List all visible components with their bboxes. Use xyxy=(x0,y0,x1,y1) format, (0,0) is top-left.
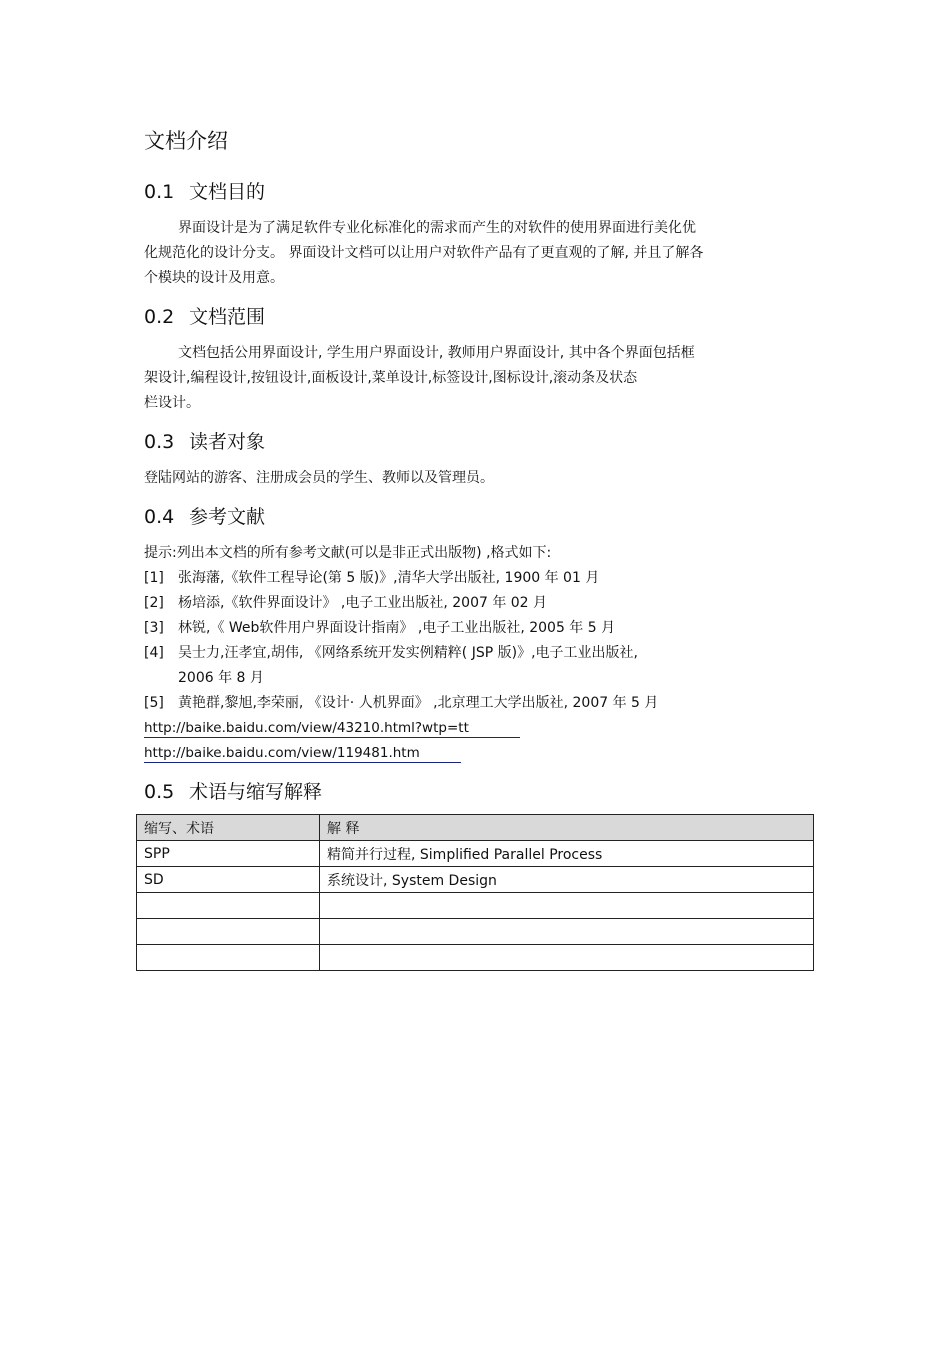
section-title: 读者对象 xyxy=(189,431,266,453)
table-row xyxy=(137,841,814,867)
reference-index: [2] xyxy=(144,595,164,611)
link-underline xyxy=(144,762,461,763)
table-header-cell: 解 释 xyxy=(320,815,814,841)
table-cell: 系统设计, System Design xyxy=(320,867,814,893)
reference-item xyxy=(144,568,599,588)
section-heading-readers xyxy=(144,429,265,455)
reference-text: 吴士力,汪孝宜,胡伟, 《网络系统开发实例精粹( JSP 版)》,电子工业出版社, xyxy=(178,645,638,661)
section-number: 0.4 xyxy=(144,506,175,528)
reference-link-1[interactable]: http://baike.baidu.com/view/43210.html?wtp=tt xyxy=(144,720,469,736)
reference-item xyxy=(144,593,547,613)
section-title: 术语与缩写解释 xyxy=(189,781,323,803)
reference-item xyxy=(144,643,638,663)
references-hint: 提示:列出本文档的所有参考文献(可以是非正式出版物) ,格式如下: xyxy=(144,545,552,561)
section-number: 0.2 xyxy=(144,306,175,328)
reference-item-continuation xyxy=(144,668,264,688)
reference-index: [5] xyxy=(144,695,164,711)
reference-link-2[interactable]: http://baike.baidu.com/view/119481.htm xyxy=(144,745,420,761)
table-cell: SPP xyxy=(137,841,320,867)
table-header-row xyxy=(137,815,814,841)
table-row xyxy=(137,867,814,893)
section-number: 0.3 xyxy=(144,431,175,453)
reference-index: [1] xyxy=(144,570,164,586)
purpose-line-3: 个模块的设计及用意。 xyxy=(144,270,284,286)
section-heading-terms xyxy=(144,779,322,805)
link-underline xyxy=(144,737,520,738)
reference-index: [4] xyxy=(144,645,164,661)
table-cell: 精简并行过程, Simplified Parallel Process xyxy=(320,841,814,867)
reference-item xyxy=(144,618,615,638)
table-cell xyxy=(320,945,814,971)
reference-text: 林锐,《 Web软件用户界面设计指南》 ,电子工业出版社, 2005 年 5 月 xyxy=(178,620,616,636)
section-heading-scope xyxy=(144,304,265,330)
table-cell xyxy=(137,893,320,919)
reference-index: [3] xyxy=(144,620,164,636)
section-title: 文档目的 xyxy=(189,181,266,203)
table-cell: SD xyxy=(137,867,320,893)
table-row xyxy=(137,919,814,945)
section-heading-references xyxy=(144,504,265,530)
reference-text: 张海藩,《软件工程导论(第 5 版)》,清华大学出版社, 1900 年 01 月 xyxy=(178,570,600,586)
readers-line: 登陆网站的游客、注册成会员的学生、教师以及管理员。 xyxy=(144,470,494,486)
reference-text: 黄艳群,黎旭,李荣丽, 《设计· 人机界面》 ,北京理工大学出版社, 2007 年 5 月 xyxy=(178,695,659,711)
reference-text: 杨培添,《软件界面设计》 ,电子工业出版社, 2007 年 02 月 xyxy=(178,595,548,611)
purpose-line-2: 化规范化的设计分支。 界面设计文档可以让用户对软件产品有了更直观的了解, 并且了解各 xyxy=(144,245,704,261)
table-cell xyxy=(320,919,814,945)
reference-item xyxy=(144,693,658,713)
scope-line-3: 栏设计。 xyxy=(144,395,200,411)
table-cell xyxy=(137,945,320,971)
scope-line-1: 文档包括公用界面设计, 学生用户界面设计, 教师用户界面设计, 其中各个界面包括框 xyxy=(178,345,695,361)
table-header-cell: 缩写、术语 xyxy=(137,815,320,841)
table-row xyxy=(137,945,814,971)
purpose-line-1: 界面设计是为了满足软件专业化标准化的需求而产生的对软件的使用界面进行美化优 xyxy=(178,220,696,236)
section-title: 参考文献 xyxy=(189,506,266,528)
section-number: 0.1 xyxy=(144,181,175,203)
table-cell xyxy=(137,919,320,945)
document-title: 文档介绍 xyxy=(144,129,228,153)
table-cell xyxy=(320,893,814,919)
terms-table xyxy=(136,814,814,971)
section-number: 0.5 xyxy=(144,781,175,803)
scope-line-2: 架设计,编程设计,按钮设计,面板设计,菜单设计,标签设计,图标设计,滚动条及状态 xyxy=(144,370,638,386)
section-title: 文档范围 xyxy=(189,306,266,328)
table-row xyxy=(137,893,814,919)
reference-text: 2006 年 8 月 xyxy=(178,670,264,686)
section-heading-purpose xyxy=(144,179,265,205)
